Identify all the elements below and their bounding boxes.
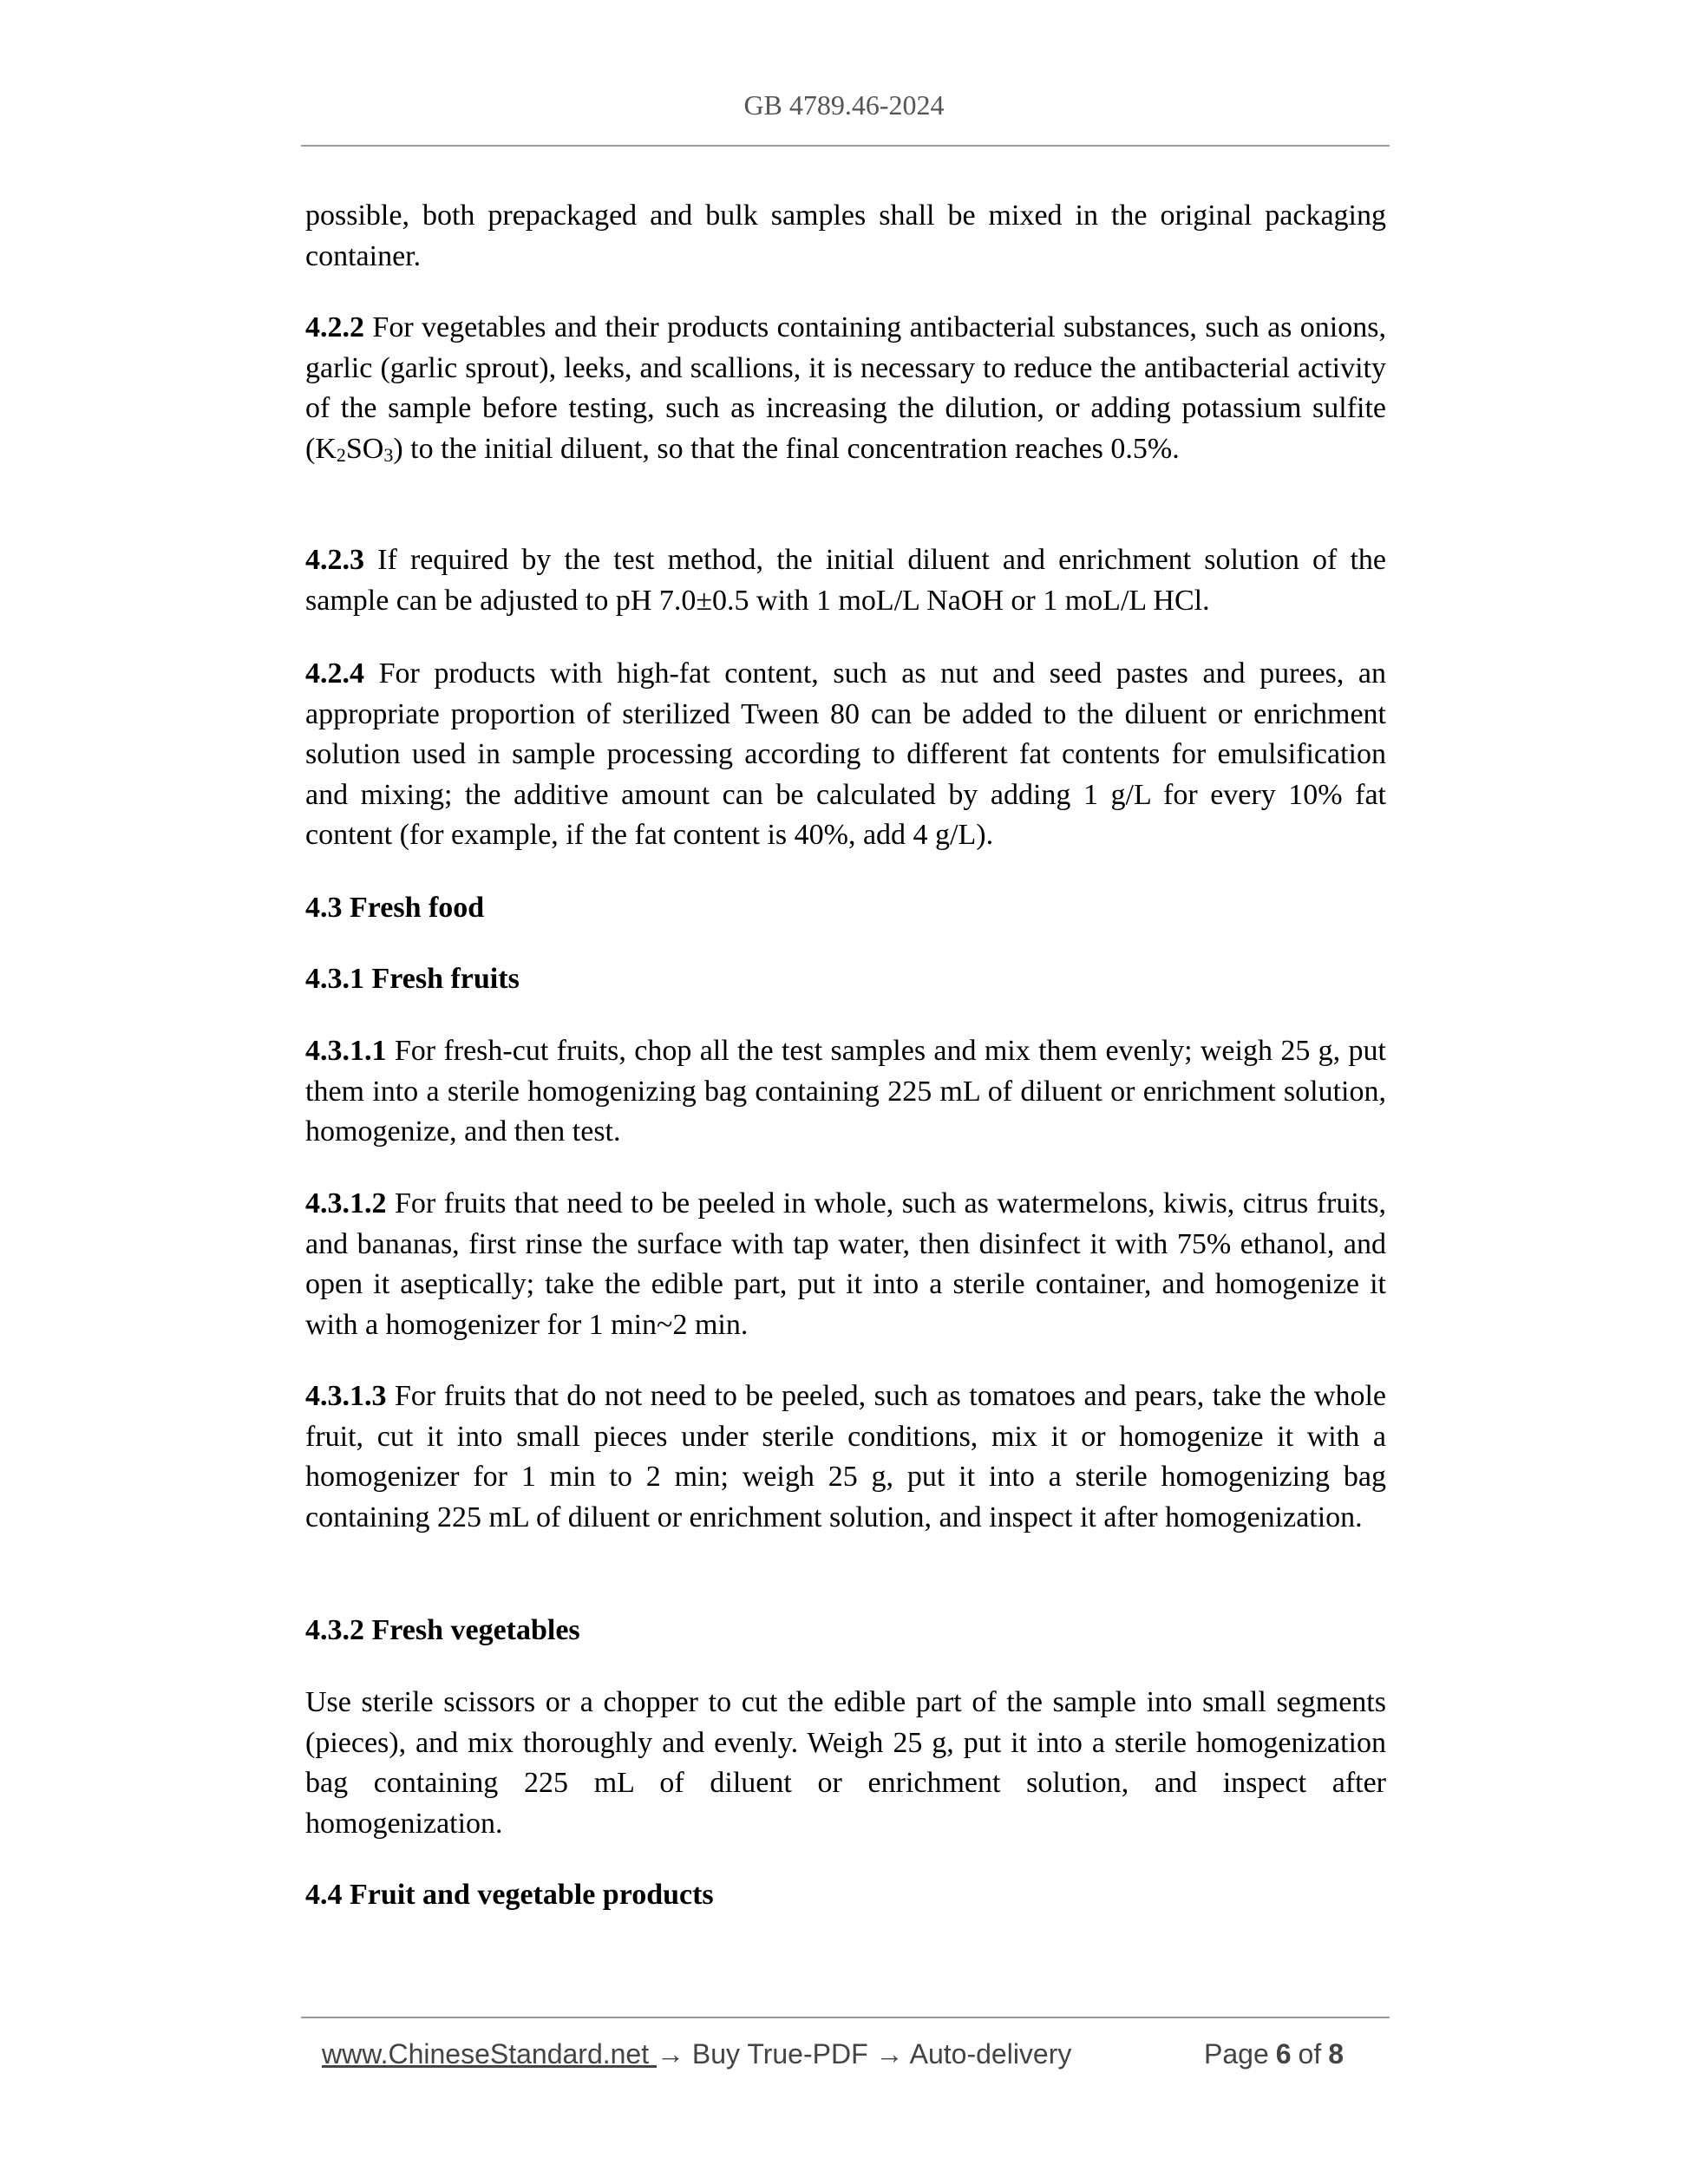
clause-number: 4.3.1.2 bbox=[305, 1187, 387, 1220]
of-label: of bbox=[1298, 2038, 1322, 2070]
subscript: 3 bbox=[383, 443, 394, 466]
current-page: 6 bbox=[1275, 2038, 1292, 2070]
page-indicator bbox=[1204, 2038, 1351, 2070]
paragraph-text: SO bbox=[345, 432, 384, 465]
clause-number: 4.2.2 bbox=[305, 311, 364, 343]
heading-4-3-1: 4.3.1 Fresh fruits bbox=[305, 963, 520, 995]
clause-number: 4.3.1.1 bbox=[305, 1035, 387, 1067]
heading-4-3-2: 4.3.2 Fresh vegetables bbox=[305, 1614, 580, 1646]
heading-4-3: 4.3 Fresh food bbox=[305, 892, 485, 924]
footer-promo bbox=[322, 2038, 1071, 2070]
delivery-text: Auto-delivery bbox=[903, 2038, 1072, 2070]
page-label: Page bbox=[1204, 2038, 1269, 2070]
paragraph-text: Use sterile scissors or a chopper to cut the edible part of the sample into small segments (pieces), and mix thoroughly and evenly. Weigh 25 g, put it into a sterile homogenization bag containing 225 mL of diluent or enrichment solution, and inspect after homogenization. bbox=[305, 1686, 1386, 1840]
clause-number: 4.3.1.3 bbox=[305, 1380, 387, 1412]
paragraph-continuation bbox=[305, 196, 1386, 277]
clause-number: 4.2.4 bbox=[305, 657, 364, 690]
header-divider bbox=[301, 145, 1390, 147]
clause-number: 4.2.3 bbox=[305, 544, 364, 576]
total-pages: 8 bbox=[1328, 2038, 1345, 2070]
paragraph-text: If required by the test method, the initial diluent and enrichment solution of the sample can be adjusted to pH 7.0±0.5 with 1 moL/L NaOH or 1 moL/L HCl. bbox=[305, 544, 1386, 617]
document-id-header: GB 4789.46-2024 bbox=[743, 89, 945, 121]
paragraph-4-2-2 bbox=[305, 308, 1386, 469]
website-link[interactable]: www.ChineseStandard.net bbox=[322, 2038, 657, 2070]
arrow-right-icon: → bbox=[657, 2038, 684, 2070]
paragraph-4-2-4 bbox=[305, 654, 1386, 856]
paragraph-fresh-vegetables bbox=[305, 1683, 1386, 1844]
paragraph-text: For fruits that need to be peeled in whole, such as watermelons, kiwis, citrus fruits, and bananas, first rinse the surface with tap water, then disinfect it with 75% ethanol, and open it aseptically; take the edible part, put it into a sterile container, and homogenize it with a homogenizer for 1 min~2 min. bbox=[305, 1187, 1386, 1341]
paragraph-text: For vegetables and their products containing antibacterial substances, such as onions, garlic (garlic sprout), leeks, and scallions, it is necessary to reduce the antibacterial activity of the sample before testing, such as increasing the dilution, or adding potassium sulfite (K bbox=[305, 311, 1386, 465]
subscript: 2 bbox=[336, 443, 346, 466]
heading-4-4: 4.4 Fruit and vegetable products bbox=[305, 1879, 714, 1911]
paragraph-text: ) to the initial diluent, so that the final concentration reaches 0.5%. bbox=[393, 432, 1180, 465]
paragraph-text: For fruits that do not need to be peeled, such as tomatoes and pears, take the whole fruit, cut it into small pieces under sterile conditions, mix it or homogenize it with a homogenizer for 1 min to 2 min; weigh 25 g, put it into a sterile homogenizing bag containing 225 mL of diluent or enrichment solution, and inspect it after homogenization. bbox=[305, 1380, 1386, 1533]
paragraph-text: For fresh-cut fruits, chop all the test samples and mix them evenly; weigh 25 g, put them into a sterile homogenizing bag containing 225 mL of diluent or enrichment solution, homogenize, and then test. bbox=[305, 1035, 1386, 1148]
paragraph-4-2-3 bbox=[305, 540, 1386, 621]
paragraph-4-3-1-1 bbox=[305, 1031, 1386, 1153]
paragraph-4-3-1-2 bbox=[305, 1184, 1386, 1345]
paragraph-4-3-1-3 bbox=[305, 1376, 1386, 1538]
footer-divider bbox=[301, 2017, 1390, 2018]
paragraph-text: possible, both prepackaged and bulk samples shall be mixed in the original packaging container. bbox=[305, 199, 1386, 272]
buy-text: Buy True-PDF bbox=[684, 2038, 876, 2070]
paragraph-text: For products with high-fat content, such as nut and seed pastes and purees, an appropriate proportion of sterilized Tween 80 can be added to the diluent or enrichment solution used in sample processing according to different fat contents for emulsification and mixing; the additive amount can be calculated by adding 1 g/L for every 10% fat content (for example, if the fat content is 40%, add 4 g/L). bbox=[305, 657, 1386, 852]
arrow-right-icon: → bbox=[875, 2038, 904, 2070]
